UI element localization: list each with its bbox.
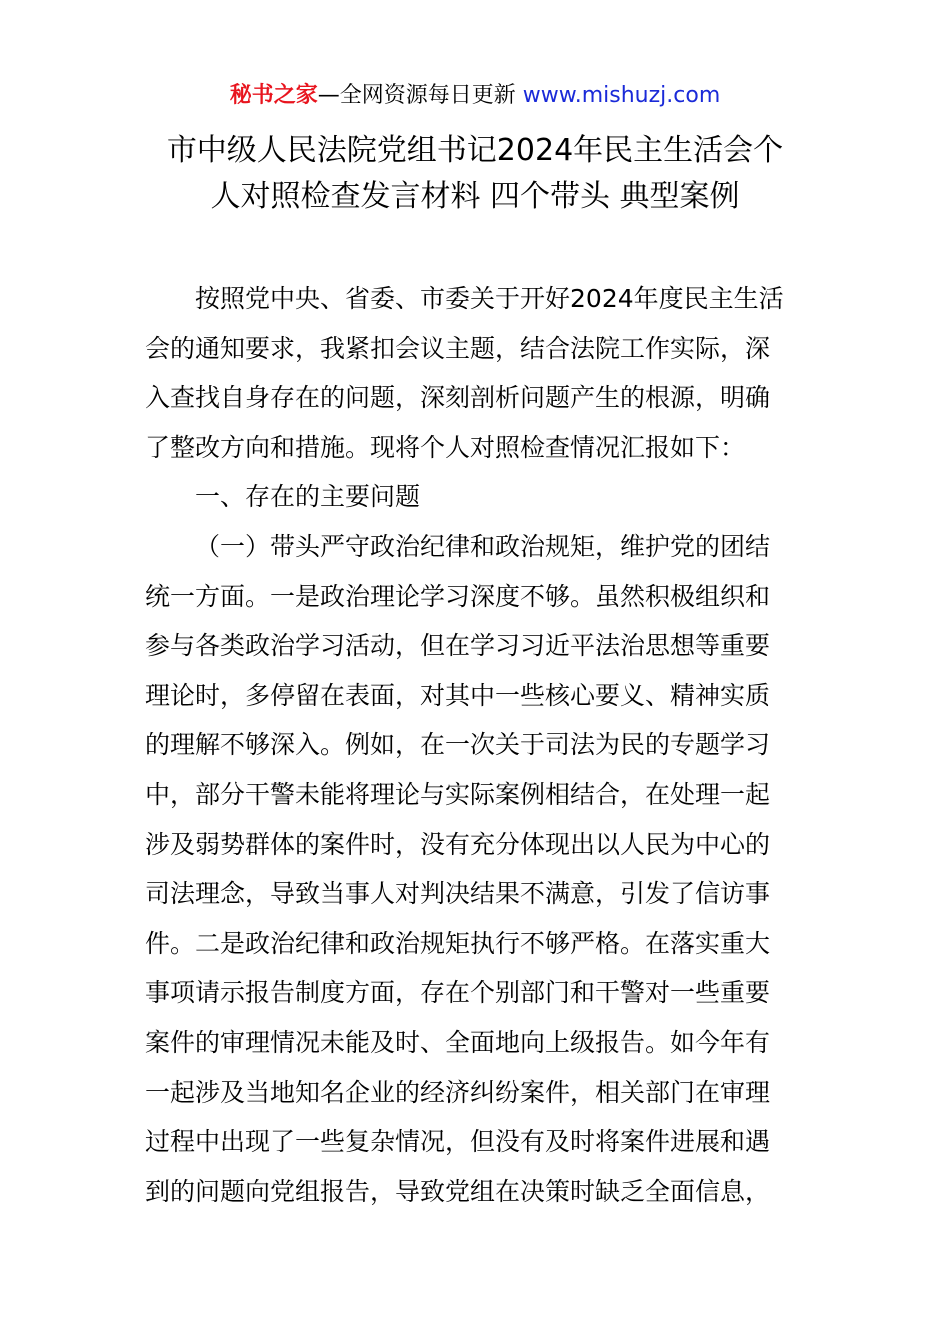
paragraph-line: 按照党中央、省委、市委关于开好2024年度民主生活: [195, 284, 784, 313]
document-body: [145, 274, 810, 1216]
paragraph-line: 涉及弱势群体的案件时，没有充分体现出以人民为中心的: [145, 829, 771, 859]
paragraph-line: 事项请示报告制度方面，存在个别部门和干警对一些重要: [145, 978, 771, 1008]
paragraph-line: 件。二是政治纪律和政治规矩执行不够严格。在落实重大: [145, 928, 771, 958]
paragraph-line: 了整改方向和措施。现将个人对照检查情况汇报如下：: [145, 432, 746, 462]
paragraph-line: （一）带头严守政治纪律和政治规矩，维护党的团结: [195, 531, 771, 561]
document-title: [100, 128, 850, 220]
paragraph-line: 案件的审理情况未能及时、全面地向上级报告。如今年有: [145, 1027, 771, 1057]
title-line: 市中级人民法院党组书记2024年民主生活会个: [166, 133, 784, 168]
paragraph-line: 过程中出现了一些复杂情况，但没有及时将案件进展和遇: [145, 1127, 771, 1157]
paragraph-line: 会的通知要求，我紧扣会议主题，结合法院工作实际，深: [145, 333, 771, 363]
paragraph-line: 到的问题向党组报告，导致党组在决策时缺乏全面信息，: [145, 1176, 771, 1206]
paragraph-line: 参与各类政治学习活动，但在学习习近平法治思想等重要: [145, 631, 771, 661]
paragraph-line: 一起涉及当地知名企业的经济纠纷案件，相关部门在审理: [145, 1077, 771, 1107]
section-heading: 一、存在的主要问题: [195, 482, 421, 512]
paragraph-line: 的理解不够深入。例如，在一次关于司法为民的专题学习: [145, 730, 771, 760]
banner-brand: 秘书之家: [229, 83, 318, 108]
banner-tagline: —全网资源每日更新: [317, 83, 523, 108]
paragraph-line: 司法理念，导致当事人对判决结果不满意，引发了信访事: [145, 879, 771, 909]
paragraph-line: 理论时，多停留在表面，对其中一些核心要义、精神实质: [145, 680, 771, 710]
title-line: 人对照检查发言材料 四个带头 典型案例: [210, 179, 740, 214]
site-banner: [0, 80, 950, 112]
paragraph-line: 统一方面。一是政治理论学习深度不够。虽然积极组织和: [145, 581, 771, 611]
paragraph-line: 中，部分干警未能将理论与实际案例相结合，在处理一起: [145, 779, 771, 809]
banner-site-link[interactable]: www.mishuzj.com: [522, 83, 721, 108]
paragraph-line: 入查找自身存在的问题，深刻剖析问题产生的根源，明确: [145, 383, 771, 413]
